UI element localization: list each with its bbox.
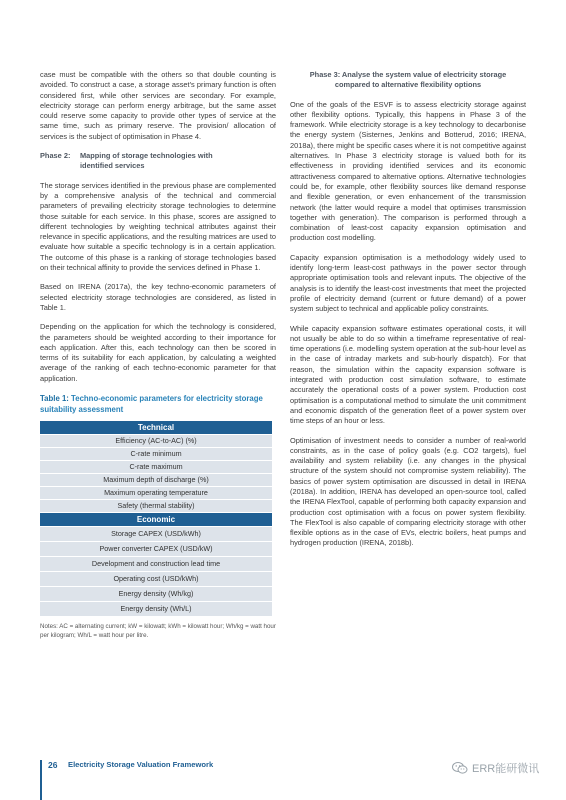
table-row: Energy density (Wh/L)	[40, 602, 272, 617]
table-row: Efficiency (AC-to-AC) (%)	[40, 435, 272, 448]
paragraph: While capacity expansion software estimates operational costs, it will not usually be able to do so within a timeframe representative of real-time operations (i.e. modelling system operation at the sub-hour level as in the case of intraday markets and sub-hourly dispatch). For that reason, the simulation within the capacity expansion software is integrated with production cost simulation software, to estimate accurately the operational costs of a power system. Production cost optimisation is a computational method to simulate the unit commitment and economic dispatch of the generation fleet of a power system over time steps of an hour or less.	[290, 323, 526, 426]
table-row: C-rate minimum	[40, 448, 272, 461]
paragraph: Capacity expansion optimisation is a methodology widely used to identify long-term least-cost pathways in the power sector through appropriate optimisation tools and relevant inputs. The objective of the analysis is to identify the least-cost investments that meet the projected profile of electricity demand (current or future demand) of a power system subject to technical and applicable policy constraints.	[290, 252, 526, 314]
table-header-technical: Technical	[40, 421, 272, 435]
table-row: Development and construction lead time	[40, 557, 272, 572]
phase3-title-line1: Phase 3: Analyse the system value of electricity storage	[309, 70, 507, 79]
phase2-heading	[40, 151, 276, 172]
table-row: Safety (thermal stability)	[40, 500, 272, 513]
phase2-title-line1: Mapping of storage technologies with	[80, 151, 213, 161]
paragraph: The storage services identified in the previous phase are complemented by a comprehensive analysis of the technical and commercial parameters of prevailing electricity storage technologies to determine those suitable for each service. In this phase, scores are assigned to different technologies by weighting technical attributes against their relevance in specific applications, and the resulting matrices are used to evaluate how suitable a specific technology is in a certain application. The outcome of this phase is a ranking of storage technologies based on their technical affinity to provide the services defined in Phase 1.	[40, 180, 276, 273]
table-label: Table 1:	[40, 394, 69, 404]
table-row: Maximum depth of discharge (%)	[40, 474, 272, 487]
paragraph: Optimisation of investment needs to consider a number of real-world constraints, as in the case of policy goals (e.g. CO2 targets), fuel availability and system reliability (i.e. any changes in the physical structure of the system should not compromise system reliability). The basics of power system optimisation are discussed in detail in IRENA (2018a). In addition, IRENA has developed an open-source tool, called the IRENA FlexTool, capable of performing both capacity expansion and production cost optimisation with a focus on power system flexibility. The FlexTool is also capable of comparing electricity storage with other flexible options as in the case of EVs, electric boilers, heat pumps and hydrogen production (IRENA, 2018b).	[290, 435, 526, 548]
footer-title: Electricity Storage Valuation Framework	[68, 760, 214, 769]
paragraph: Depending on the application for which the technology is considered, the parameters should be weighted according to their importance for each application. After this, each technology can then be scored in terms of its suitability for each application, by calculating a weighted average of the ranking of each techno-economic parameter for that application.	[40, 322, 276, 383]
table-notes: Notes: AC = alternating current; kW = kilowatt; kWh = kilowatt hour; Wh/kg = watt hour per kilogram; Wh/L = watt hour per litre.	[40, 623, 276, 639]
table-row: Operating cost (USD/kWh)	[40, 572, 272, 587]
paragraph: case must be compatible with the others so that double counting is avoided. To construct a case, a storage asset's primary function is often considered first, while other services are secondary. For example, electricity storage can perform energy arbitrage, but the same asset could reserve some capacity to provide other types of service at the same time, such as primary reserve. The provision/ allocation of services is the subject of optimisation in Phase 4.	[40, 70, 276, 141]
left-column	[40, 70, 276, 640]
wechat-icon	[452, 761, 468, 775]
watermark-text: ERR能研微讯	[472, 763, 540, 775]
watermark	[452, 760, 539, 776]
phase3-title-line2: compared to alternative flexibility options	[334, 80, 482, 90]
table-title: Techno-economic parameters for electricity storage suitability assessment	[40, 394, 263, 415]
paragraph: Based on IRENA (2017a), the key techno-economic parameters of selected electricity storage technologies are considered, as listed in Table 1.	[40, 282, 276, 312]
table-row: Storage CAPEX (USD/kWh)	[40, 527, 272, 542]
table-row: Power converter CAPEX (USD/kW)	[40, 542, 272, 557]
table-caption	[40, 393, 276, 415]
footer-accent-bar	[40, 760, 42, 800]
paragraph: One of the goals of the ESVF is to assess electricity storage against other flexibility options. Typically, this happens in Phase 3 of the framework. While electricity storage is a key technology to decarbonise the energy system (Sisternes, Jenkins and Botterud, 2016; IRENA, 2018a), there might be specific cases where it is not competitive against alternatives. In Phase 3 electricity storage is valued both for its effectiveness in providing identified services and its economic attractiveness compared to alternative options. Alternative technologies could be, for example, other flexibility sources like demand response and flexible generation, or even enhancement of the transmission network (the latter would require a model that optimises transmission together with generation). The comparison is performed through a combination of least-cost capacity expansion optimisation and production cost modelling.	[290, 99, 526, 243]
phase2-title-line2: identified services	[80, 161, 145, 171]
table-row: C-rate maximum	[40, 461, 272, 474]
table-row: Energy density (Wh/kg)	[40, 587, 272, 602]
table-row: Maximum operating temperature	[40, 487, 272, 500]
page-number: 26	[48, 760, 58, 770]
phase2-number: Phase 2:	[40, 151, 71, 161]
table-header-economic: Economic	[40, 513, 272, 527]
phase3-heading	[290, 70, 526, 91]
parameters-table	[40, 421, 272, 617]
right-column	[290, 70, 526, 558]
